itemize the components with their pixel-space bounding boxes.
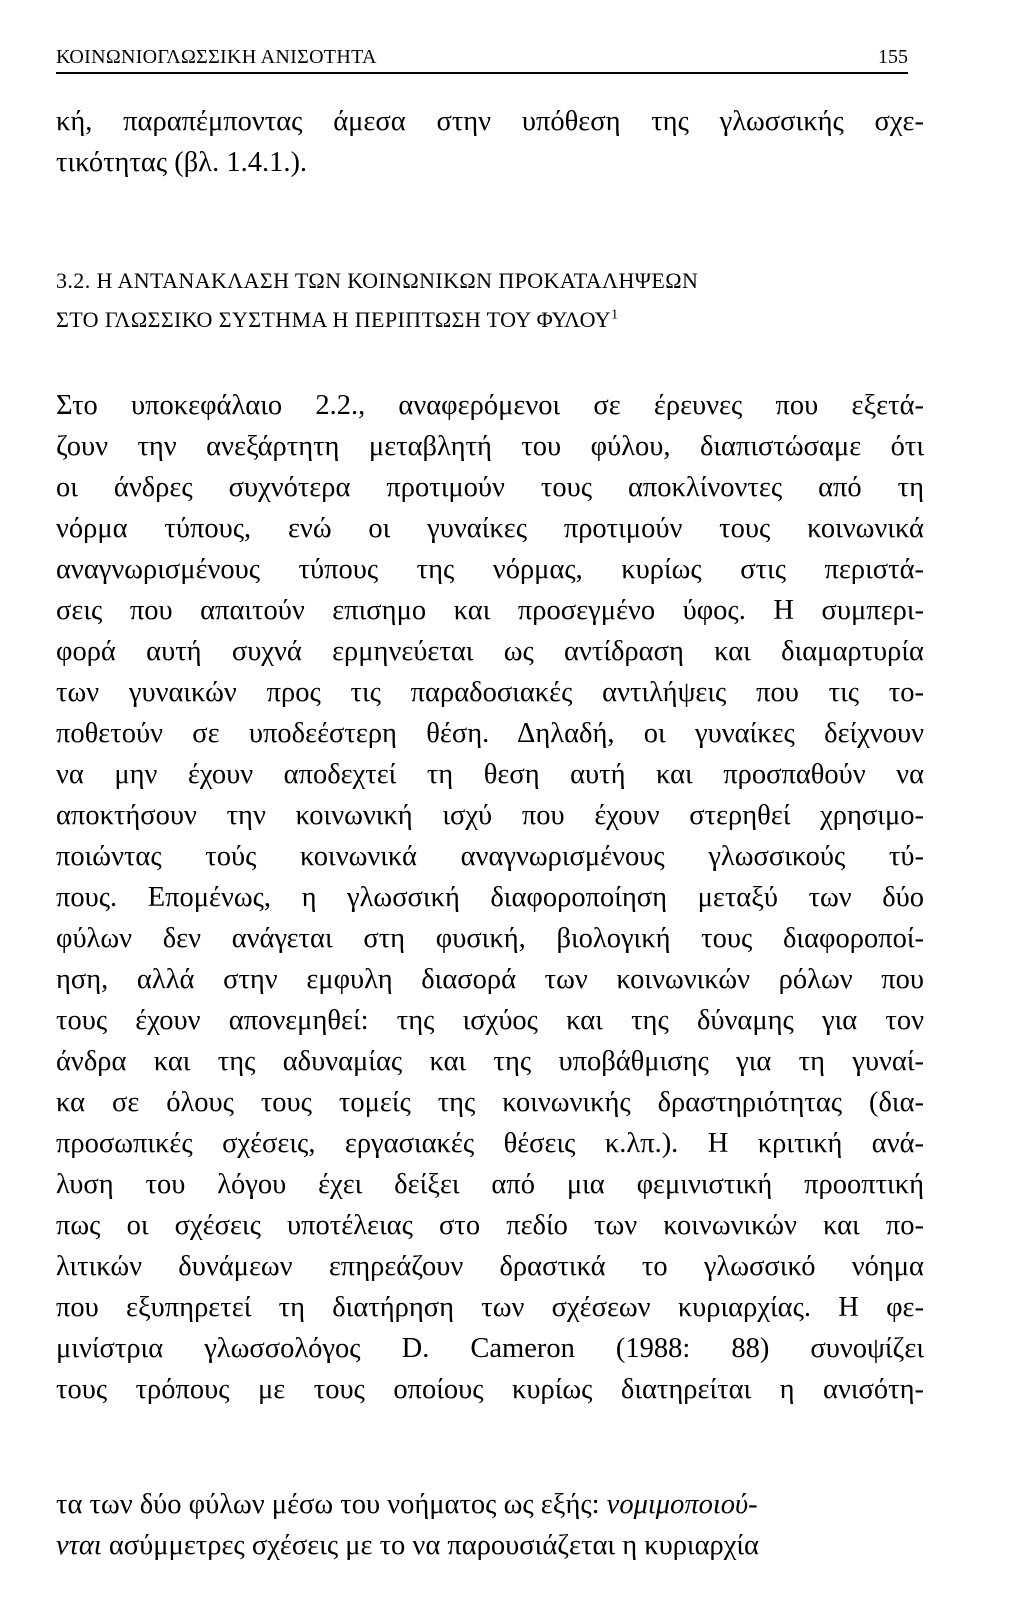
body-line: άνδρα και της αδυναμίας και της υποβάθμισης για τη γυναί- bbox=[56, 1046, 924, 1077]
body-line: οι άνδρες συχνότερα προτιμούν τους αποκλίνοντες από τη bbox=[56, 472, 924, 503]
body-line: ποθετούν σε υποδεέστερη θέση. Δηλαδή, οι γυναίκες δείχνουν bbox=[56, 718, 924, 749]
body-line: μινίστρια γλωσσολόγος D. Cameron (1988: 88) συνοψίζει bbox=[56, 1333, 924, 1364]
body-line: σεις που απαιτούν επισημο και προσεγμένο ύφος. Η συμπερι- bbox=[56, 595, 924, 626]
last-line-text: ασύμμετρες σχέσεις με το να παρουσιάζεται η κυριαρχία bbox=[108, 1530, 759, 1561]
section-heading-text: ΣΤΟ ΓΛΩΣΣΙΚΟ ΣΥΣΤΗΜΑ Η ΠΕΡΙΠΤΩΣΗ ΤΟΥ ΦΥΛΟΥ bbox=[56, 307, 612, 332]
body-line: φύλων δεν ανάγεται στη φυσική, βιολογική τους διαφοροποί- bbox=[56, 923, 924, 954]
section-heading-line-2 bbox=[56, 305, 619, 335]
body-line-text: τα των δύο φύλων μέσω του νοήματος ως εξής: bbox=[56, 1489, 600, 1520]
last-line bbox=[56, 1528, 924, 1564]
body-line: πως οι σχέσεις υποτέλειας στο πεδίο των κοινωνικών και πο- bbox=[56, 1210, 924, 1241]
body-line: αναγνωρισμένους τύπους της νόρμας, κυρίως στις περιστά- bbox=[56, 554, 924, 585]
body-line: λυση του λόγου έχει δείξει από μια φεμινιστική προοπτική bbox=[56, 1169, 924, 1200]
body-line: ηση, αλλά στην εμφυλη διασορά των κοινωνικών ρόλων που bbox=[56, 964, 924, 995]
body-line: τους τρόπους με τους οποίους κυρίως διατηρείται η ανισότη- bbox=[56, 1374, 924, 1405]
intro-line-2: τικότητας (βλ. 1.4.1.). bbox=[56, 147, 308, 178]
body-line: νόρμα τύπους, ενώ οι γυναίκες προτιμούν τους κοινωνικά bbox=[56, 513, 924, 544]
page-number: 155 bbox=[878, 46, 908, 68]
italic-term: νομιμοποιού- bbox=[606, 1489, 758, 1520]
footnote-marker: 1 bbox=[611, 307, 619, 323]
running-head-title: ΚΟΙΝΩΝΙΟΓΛΩΣΣΙΚΗ ΑΝΙΣΟΤΗΤΑ bbox=[56, 46, 377, 68]
body-line: κα σε όλους τους τομείς της κοινωνικής δραστηριότητας (δια- bbox=[56, 1087, 924, 1118]
body-line: αποκτήσουν την κοινωνική ισχύ που έχουν στερηθεί χρησιμο- bbox=[56, 800, 924, 831]
body-line: να μην έχουν αποδεχτεί τη θεση αυτή και προσπαθούν να bbox=[56, 759, 924, 790]
body-line: Στο υποκεφάλαιο 2.2., αναφερόμενοι σε έρευνες που εξετά- bbox=[56, 390, 924, 421]
body-line: των γυναικών προς τις παραδοσιακές αντιλήψεις που τις το- bbox=[56, 677, 924, 708]
intro-line-1: κή, παραπέμποντας άμεσα στην υπόθεση της γλωσσικής σχε- bbox=[56, 106, 924, 137]
body-line-with-italic bbox=[56, 1487, 924, 1523]
body-line: λιτικών δυνάμεων επηρεάζουν δραστικά το γλωσσικό νόημα bbox=[56, 1251, 924, 1282]
running-head bbox=[56, 38, 908, 74]
body-line: τους έχουν απονεμηθεί: της ισχύος και της δύναμης για τον bbox=[56, 1005, 924, 1036]
body-line: που εξυπηρετεί τη διατήρηση των σχέσεων κυριαρχίας. Η φε- bbox=[56, 1292, 924, 1323]
body-line: ποιώντας τούς κοινωνικά αναγνωρισμένους γλωσσικούς τύ- bbox=[56, 841, 924, 872]
section-heading-line-1: 3.2. Η ΑΝΤΑΝΑΚΛΑΣΗ ΤΩΝ ΚΟΙΝΩΝΙΚΩΝ ΠΡΟΚΑΤΑΛΗΨΕΩΝ bbox=[56, 268, 699, 293]
body-line: προσωπικές σχέσεις, εργασιακές θέσεις κ.λπ.). Η κριτική ανά- bbox=[56, 1128, 924, 1159]
body-line: πους. Επομένως, η γλωσσική διαφοροποίηση μεταξύ των δύο bbox=[56, 882, 924, 913]
body-line: φορά αυτή συχνά ερμηνεύεται ως αντίδραση και διαμαρτυρία bbox=[56, 636, 924, 667]
italic-term-end: νται bbox=[56, 1530, 102, 1561]
body-line: ζουν την ανεξάρτητη μεταβλητή του φύλου, διαπιστώσαμε ότι bbox=[56, 431, 924, 462]
